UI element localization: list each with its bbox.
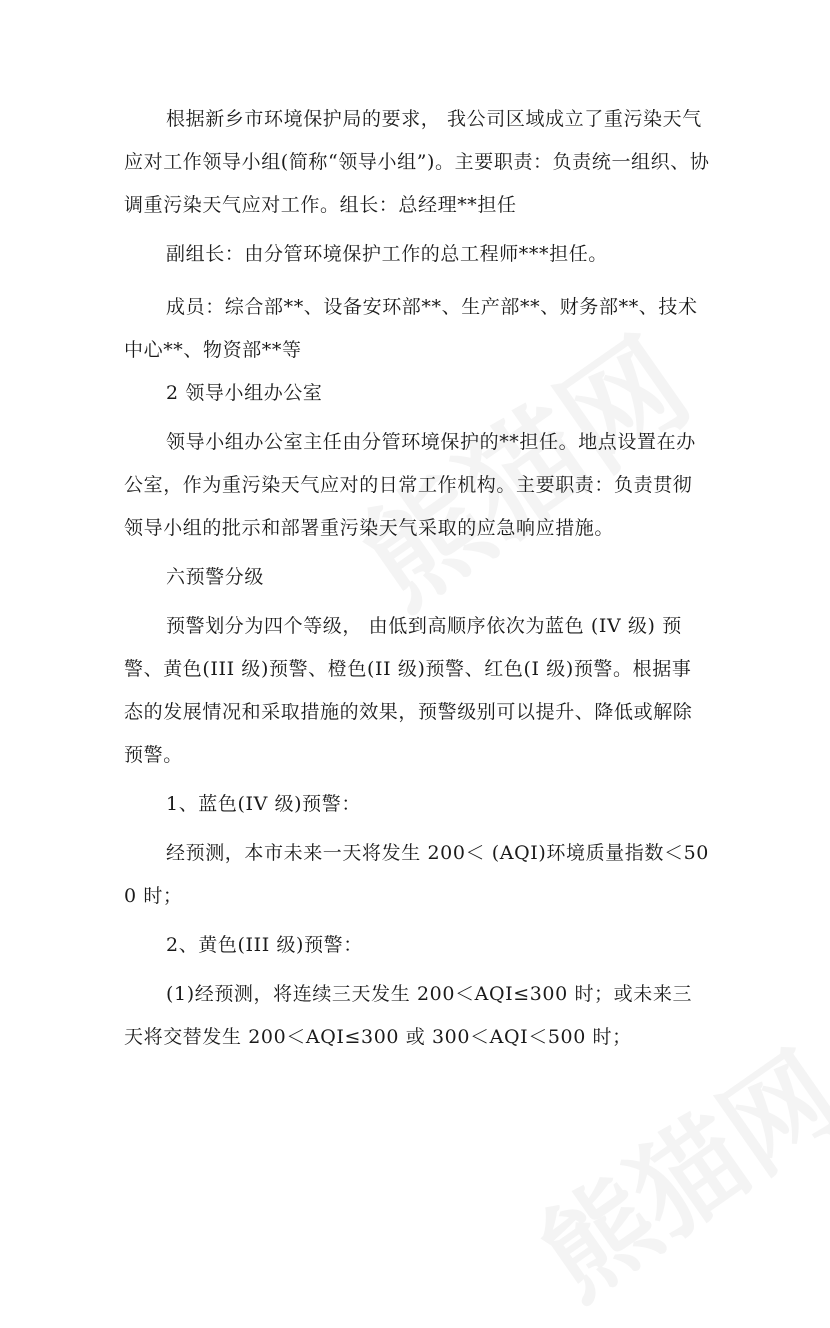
- heading-blue-warning: 1、蓝色(IV 级)预警：: [166, 793, 361, 815]
- heading-yellow-warning: 2、黄色(III 级)预警：: [166, 934, 363, 956]
- paragraph-members: 成员：综合部**、设备安环部**、生产部**、财务部**、技术中心**、物资部**等: [124, 296, 698, 361]
- paragraph-leadership-group: 根据新乡市环境保护局的要求， 我公司区域成立了重污染天气应对工作领导小组(简称“领导小组”)。主要职责：负责统一组织、协调重污染天气应对工作。组长：总经理**担任: [124, 108, 710, 216]
- heading-office: 2 领导小组办公室: [166, 382, 323, 404]
- paragraph-office-duties: 领导小组办公室主任由分管环境保护的**担任。地点设置在办公室，作为重污染天气应对的日常工作机构。主要职责：负责贯彻领导小组的批示和部署重污染天气采取的应急响应措施。: [124, 431, 696, 539]
- paragraph-yellow-warning: (1)经预测，将连续三天发生 200＜AQI≤300 时；或未来三天将交替发生 200＜AQI≤300 或 300＜AQI＜500 时；: [124, 983, 693, 1048]
- document-body: [124, 98, 710, 1059]
- heading-warning-levels: 六预警分级: [166, 566, 265, 588]
- paragraph-deputy-leader: 副组长：由分管环境保护工作的总工程师***担任。: [166, 243, 608, 265]
- paragraph-blue-warning: 经预测，本市未来一天将发生 200＜ (AQI)环境质量指数＜500 时；: [124, 842, 709, 907]
- paragraph-warning-levels: 预警划分为四个等级， 由低到高顺序依次为蓝色 (IV 级) 预警、黄色(III 级)预警、橙色(II 级)预警、红色(I 级)预警。根据事态的发展情况和采取措施的效果，预警级别可以提升、降低或解除预警。: [124, 615, 693, 766]
